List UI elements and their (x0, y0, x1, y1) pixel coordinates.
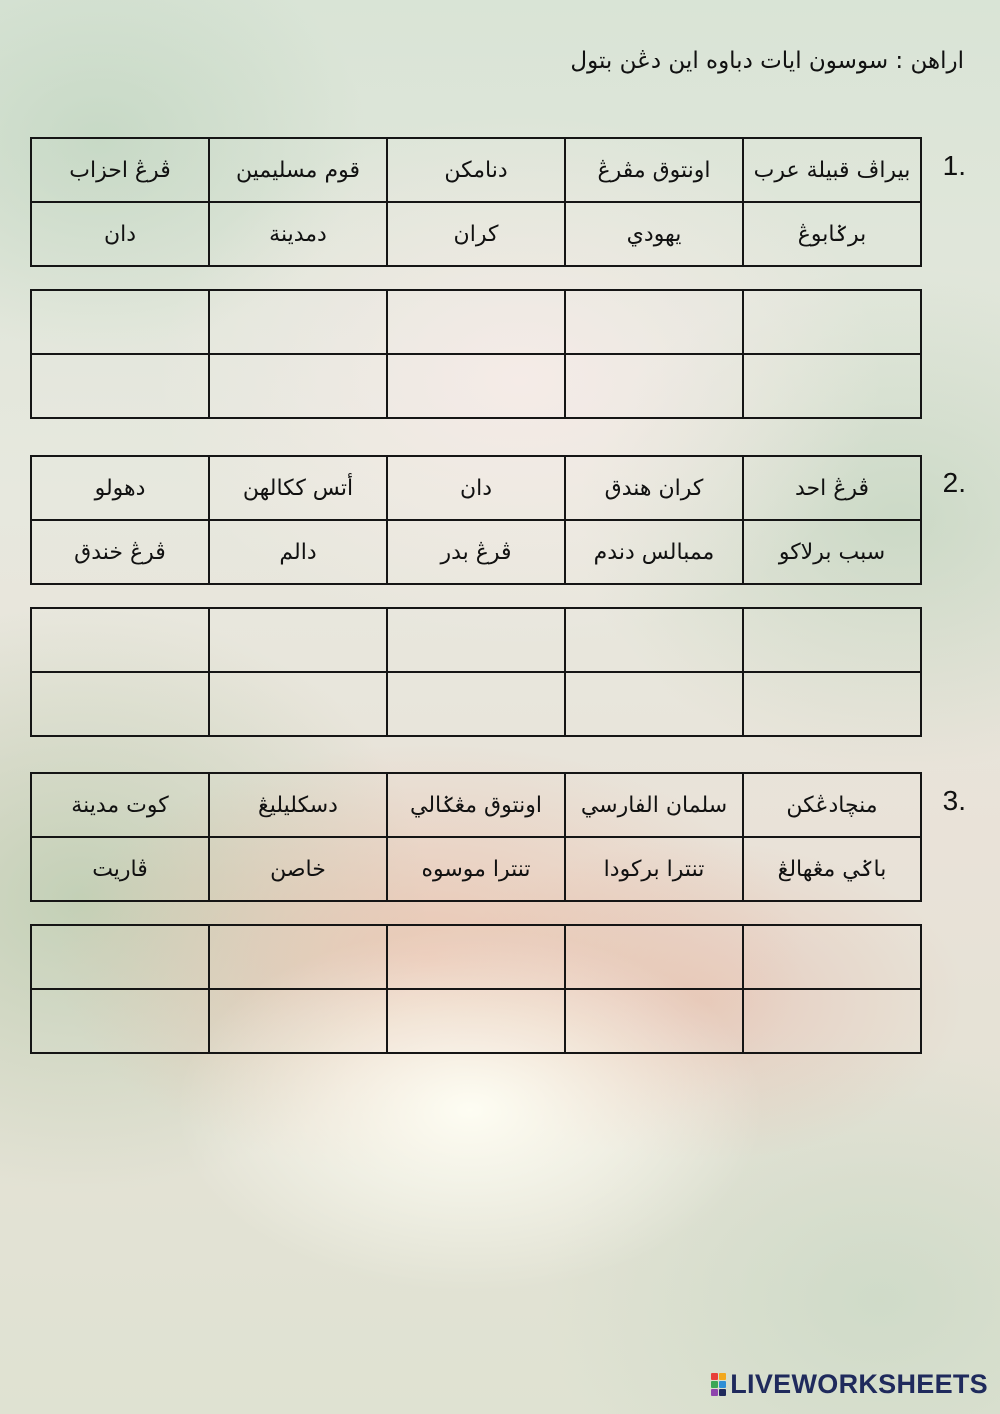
liveworksheets-logo-icon (711, 1373, 726, 1396)
liveworksheets-logo (711, 1369, 988, 1400)
answer-cell[interactable] (209, 290, 387, 354)
word-cell: خاصن (209, 837, 387, 901)
logo-mark-square (719, 1381, 726, 1388)
word-cell: سبب برلاكو (743, 520, 921, 584)
answer-cell[interactable] (209, 608, 387, 672)
word-cell: قوم مسليمين (209, 138, 387, 202)
logo-mark-square (719, 1373, 726, 1380)
answer-cell[interactable] (743, 290, 921, 354)
word-cell: ڤرڠ بدر (387, 520, 565, 584)
word-cell: دالم (209, 520, 387, 584)
table-row (31, 138, 921, 202)
word-cell: منچادڠکن (743, 773, 921, 837)
logo-mark-square (711, 1389, 718, 1396)
table-row (31, 202, 921, 266)
word-cell: ڤرڠ خندق (31, 520, 209, 584)
question-2-answer-table (30, 607, 922, 737)
word-cell: أتس ككالهن (209, 456, 387, 520)
answer-cell[interactable] (31, 354, 209, 418)
logo-mark-square (711, 1381, 718, 1388)
word-cell: كران (387, 202, 565, 266)
word-cell: ڤرڠ احزاب (31, 138, 209, 202)
answer-cell[interactable] (31, 290, 209, 354)
table-row (31, 989, 921, 1053)
question-1-word-table (30, 137, 922, 267)
table-row (31, 354, 921, 418)
word-cell: دسكليليڠ (209, 773, 387, 837)
word-cell: بيراڤ قبيلة عرب (743, 138, 921, 202)
answer-cell[interactable] (387, 290, 565, 354)
liveworksheets-logo-text: LIVEWORKSHEETS (730, 1369, 988, 1399)
answer-cell[interactable] (743, 925, 921, 989)
question-2-number: 2. (942, 467, 966, 498)
word-cell: تنترا بركودا (565, 837, 743, 901)
table-row (31, 290, 921, 354)
answer-cell[interactable] (387, 354, 565, 418)
table-row (31, 672, 921, 736)
question-3-answer-table (30, 924, 922, 1054)
table-row (31, 456, 921, 520)
word-cell: اونتوق مڤرڠ (565, 138, 743, 202)
logo-mark-square (719, 1389, 726, 1396)
answer-cell[interactable] (31, 672, 209, 736)
word-cell: ڤاريت (31, 837, 209, 901)
word-cell: دان (387, 456, 565, 520)
answer-cell[interactable] (209, 672, 387, 736)
question-1-number: 1. (942, 150, 966, 181)
answer-cell[interactable] (565, 989, 743, 1053)
table-row (31, 925, 921, 989)
question-3-number: 3. (942, 785, 966, 816)
answer-cell[interactable] (565, 672, 743, 736)
word-cell: باݢي مڠهالڠ (743, 837, 921, 901)
answer-cell[interactable] (209, 354, 387, 418)
word-cell: كوت مدينة (31, 773, 209, 837)
answer-cell[interactable] (565, 290, 743, 354)
word-cell: يهودي (565, 202, 743, 266)
answer-cell[interactable] (565, 925, 743, 989)
word-cell: ڤرڠ احد (743, 456, 921, 520)
page-title: اراهن : سوسون ايات دباوه اين دڠن بتول (570, 48, 964, 74)
answer-cell[interactable] (743, 989, 921, 1053)
answer-cell[interactable] (209, 989, 387, 1053)
word-cell: دمدينة (209, 202, 387, 266)
question-3-word-table (30, 772, 922, 902)
answer-cell[interactable] (387, 989, 565, 1053)
answer-cell[interactable] (743, 672, 921, 736)
answer-cell[interactable] (31, 608, 209, 672)
word-cell: دهولو (31, 456, 209, 520)
logo-mark-square (711, 1373, 718, 1380)
word-cell: دنامکن (387, 138, 565, 202)
answer-cell[interactable] (743, 608, 921, 672)
answer-cell[interactable] (743, 354, 921, 418)
table-row (31, 520, 921, 584)
answer-cell[interactable] (31, 989, 209, 1053)
word-cell: دان (31, 202, 209, 266)
word-cell: كران هندق (565, 456, 743, 520)
question-2-word-table (30, 455, 922, 585)
word-cell: سلمان الفارسي (565, 773, 743, 837)
word-cell: ممبالس دندم (565, 520, 743, 584)
word-cell: برݢابوڠ (743, 202, 921, 266)
answer-cell[interactable] (387, 672, 565, 736)
word-cell: اونتوق مڠݢالي (387, 773, 565, 837)
answer-cell[interactable] (387, 925, 565, 989)
answer-cell[interactable] (565, 608, 743, 672)
answer-cell[interactable] (209, 925, 387, 989)
table-row (31, 773, 921, 837)
answer-cell[interactable] (565, 354, 743, 418)
answer-cell[interactable] (387, 608, 565, 672)
answer-cell[interactable] (31, 925, 209, 989)
question-1-answer-table (30, 289, 922, 419)
table-row (31, 837, 921, 901)
table-row (31, 608, 921, 672)
word-cell: تنترا موسوه (387, 837, 565, 901)
